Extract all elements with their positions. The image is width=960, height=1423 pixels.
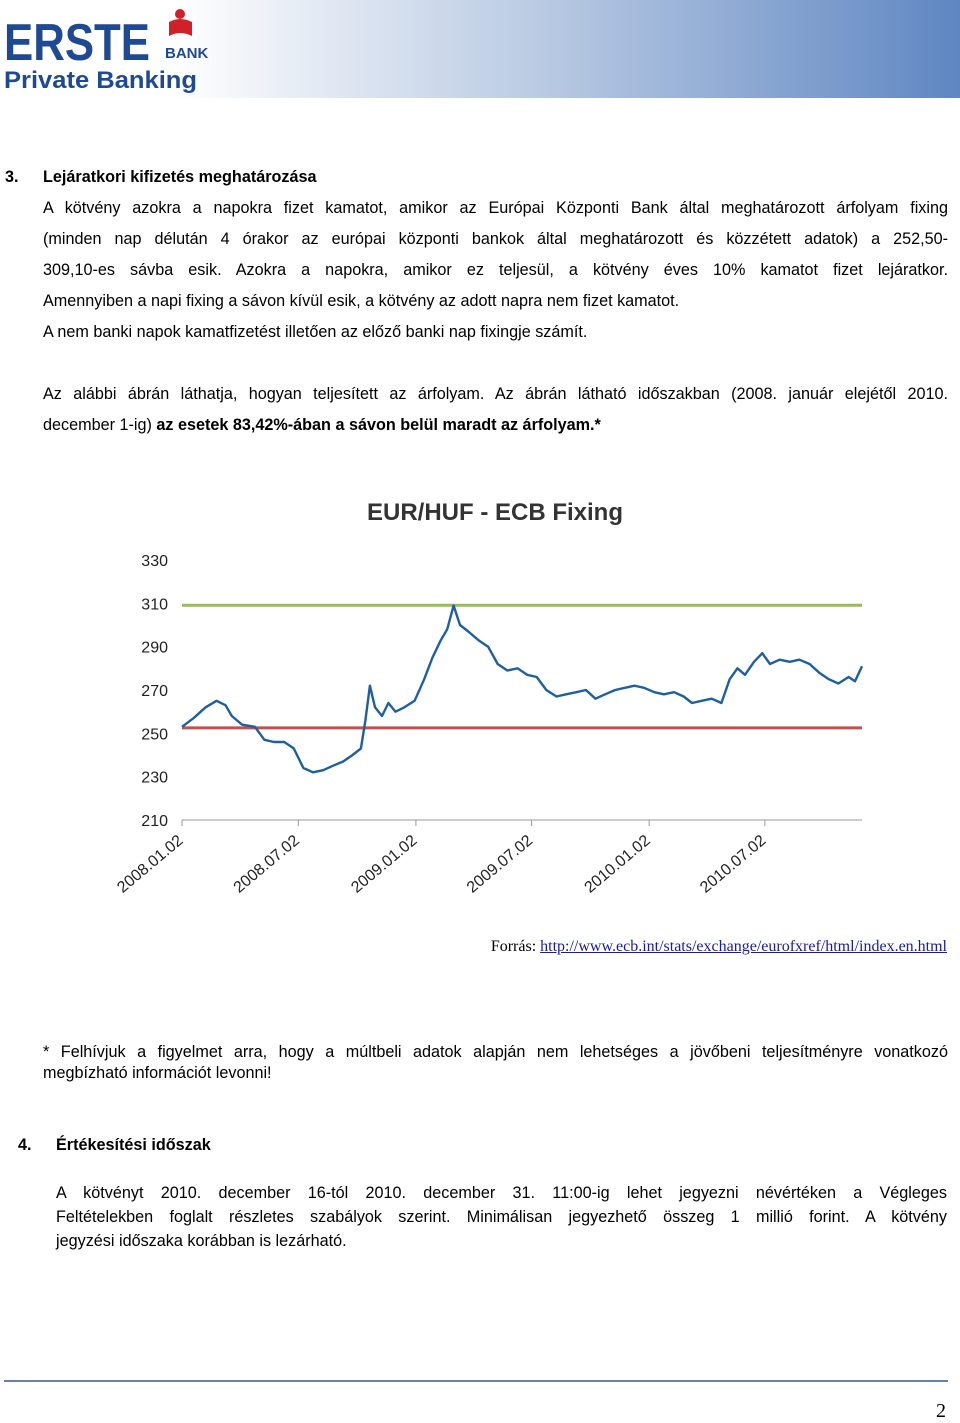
source-note: [491, 938, 947, 956]
svg-text:ERSTE: ERSTE: [4, 14, 150, 72]
paragraph-line: A nem banki napok kamatfizetést illetően az előző banki nap fixingje számít.: [43, 323, 588, 341]
section-4-title: Értékesítési időszak: [56, 1136, 211, 1154]
page-number: 2: [936, 1400, 946, 1422]
svg-text:BANK: BANK: [165, 45, 209, 62]
paragraph-line: A kötvényt 2010. december 16-tól 2010. december 31. 11:00-ig lehet jegyezni névértéken a Végleges: [56, 1184, 947, 1202]
eur-huf-chart: [100, 488, 890, 928]
y-tick-label: 230: [141, 769, 168, 787]
footer-divider: [4, 1380, 948, 1382]
highlight-text: az esetek 83,42%-ában a sávon belül maradt az árfolyam.*: [156, 416, 601, 434]
paragraph-line: Az alábbi ábrán láthatja, hogyan teljesített az árfolyam. Az ábrán látható időszakban (2008. január elejétől 2010.: [43, 385, 948, 403]
x-tick-label: 2010.07.02: [697, 832, 770, 897]
section-3-title: Lejáratkori kifizetés meghatározása: [43, 168, 317, 186]
x-tick-label: 2010.01.02: [581, 832, 654, 897]
y-tick-label: 330: [141, 553, 168, 570]
y-tick-label: 290: [141, 639, 168, 657]
paragraph-line: Amennyiben a napi fixing a sávon kívül esik, a kötvény az adott napra nem fizet kamatot.: [43, 292, 680, 310]
paragraph-line: (minden nap délután 4 órakor az európai központi bankok által meghatározott és közzétett adatok) a 252,50-: [43, 230, 948, 248]
source-label: Forrás:: [490, 938, 541, 955]
y-tick-label: 310: [141, 596, 168, 614]
section-4-number: 4.: [18, 1136, 32, 1154]
disclaimer-line: megbízható információt levonni!: [43, 1064, 272, 1082]
y-tick-label: 250: [141, 726, 168, 744]
disclaimer-line: * Felhívjuk a figyelmet arra, hogy a múltbeli adatok alapján nem lehetséges a jövőbeni teljesítményre vonatkozó: [43, 1043, 948, 1061]
svg-text:Private Banking: Private Banking: [4, 67, 197, 94]
source-link[interactable]: http://www.ecb.int/stats/exchange/eurofxref/html/index.en.html: [540, 938, 947, 955]
paragraph-line: A kötvény azokra a napokra fizet kamatot, amikor az Európai Központi Bank által meghatározott árfolyam fixing: [43, 199, 948, 217]
x-tick-label: 2009.01.02: [348, 832, 421, 897]
chart-title: EUR/HUF - ECB Fixing: [367, 499, 623, 526]
paragraph-line: [43, 410, 948, 441]
paragraph-line: jegyzési időszaka korábban is lezárható.: [56, 1232, 347, 1250]
x-tick-label: 2009.07.02: [463, 832, 537, 897]
y-tick-label: 210: [141, 813, 168, 830]
section-3-number: 3.: [5, 168, 19, 186]
paragraph-line: Feltételekben foglalt részletes szabályok szerint. Minimálisan jegyezhető összeg 1 millió forint. A kötvény: [56, 1208, 947, 1226]
paragraph-text: december 1-ig): [43, 416, 157, 434]
y-tick-label: 270: [141, 683, 168, 700]
x-tick-label: 2008.07.02: [230, 832, 303, 897]
series-line: [182, 606, 862, 773]
erste-private-banking-logo: [4, 6, 209, 98]
paragraph-line: 309,10-es sávba esik. Azokra a napokra, amikor ez teljesül, a kötvény éves 10% kamatot fizet lejáratkor.: [43, 261, 948, 279]
x-tick-label: 2008.01.02: [114, 832, 187, 897]
